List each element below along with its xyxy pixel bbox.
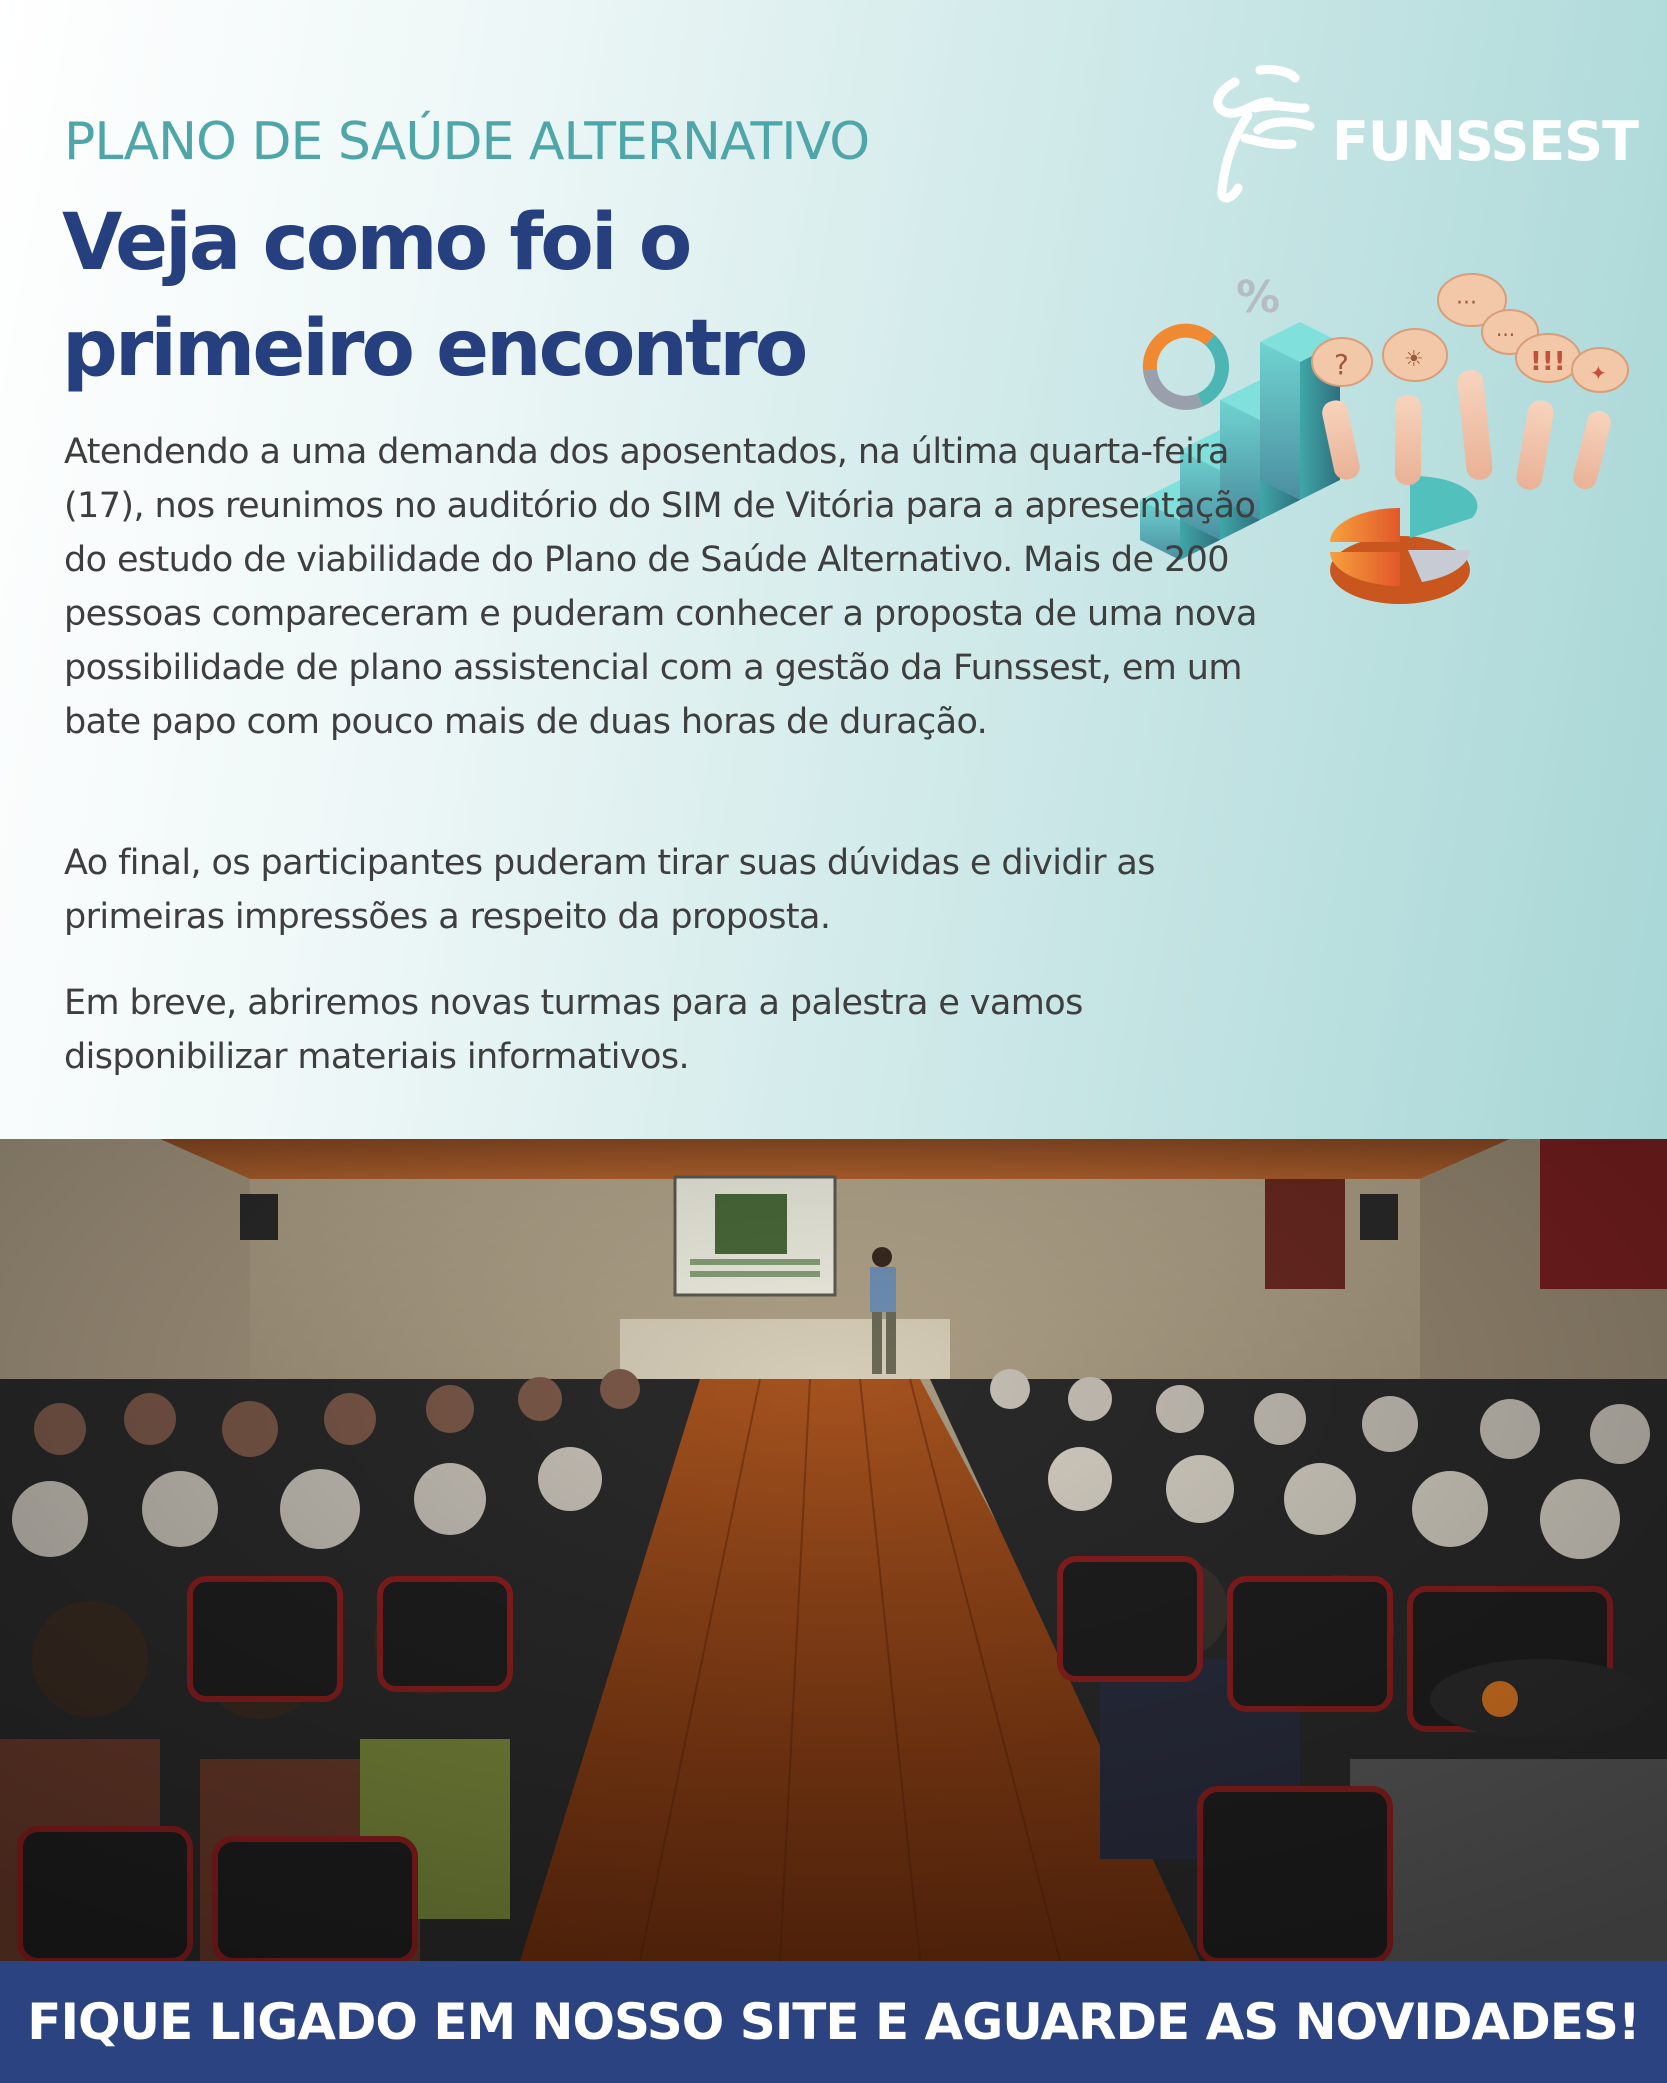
auditorium-photo-drawing	[0, 1139, 1667, 1961]
svg-text:···: ···	[1496, 323, 1516, 347]
pie-chart-icon	[1330, 476, 1477, 604]
svg-text:☀: ☀	[1404, 347, 1424, 372]
page-title	[62, 190, 962, 402]
body-paragraph-1	[64, 425, 1264, 749]
body-paragraph-2-text: Ao final, os participantes puderam tirar suas dúvidas e dividir as primeiras impressões a respeito da proposta.	[64, 843, 1155, 937]
body-paragraph-2	[64, 836, 1264, 944]
donut-ring-icon	[1150, 331, 1222, 403]
footer-banner	[0, 1961, 1667, 2083]
body-paragraph-1-text: Atendendo a uma demanda dos aposentados, na última quarta-feira (17), nos reunimos no auditório do SIM de Vitória para a apresentação do estudo de viabilidade do Plano de Saúde Alternativo. Mais de 200 pessoas compareceram e puderam conhecer a proposta de uma nova possibilidade de plano assistencial com a gestão da Funssest, em um bate papo com pouco mais de duas horas de duração.	[64, 432, 1257, 742]
svg-text:?: ?	[1334, 348, 1349, 381]
svg-text:···: ···	[1456, 291, 1477, 316]
svg-text:✦: ✦	[1590, 361, 1607, 385]
percent-symbol-icon: %	[1236, 272, 1281, 323]
funssest-figure-icon	[1200, 60, 1330, 210]
body-paragraph-3	[64, 976, 1264, 1084]
section-kicker: PLANO DE SAÚDE ALTERNATIVO	[64, 112, 870, 172]
page-title-line-1: Veja como foi o	[62, 198, 690, 288]
auditorium-audience-photo	[0, 1139, 1667, 1961]
page-title-line-2: primeiro encontro	[62, 304, 806, 394]
body-paragraph-3-text: Em breve, abriremos novas turmas para a palestra e vamos disponibilizar materiais informativos.	[64, 983, 1083, 1077]
brand-name: FUNSSEST	[1332, 110, 1638, 173]
footer-cta-text: FIQUE LIGADO EM NOSSO SITE E AGUARDE AS NOVIDADES!	[27, 1993, 1640, 2051]
hands-speech-bubbles-icon	[1312, 274, 1628, 492]
svg-text:!!!: !!!	[1530, 347, 1566, 377]
funssest-logo	[1200, 60, 1638, 210]
